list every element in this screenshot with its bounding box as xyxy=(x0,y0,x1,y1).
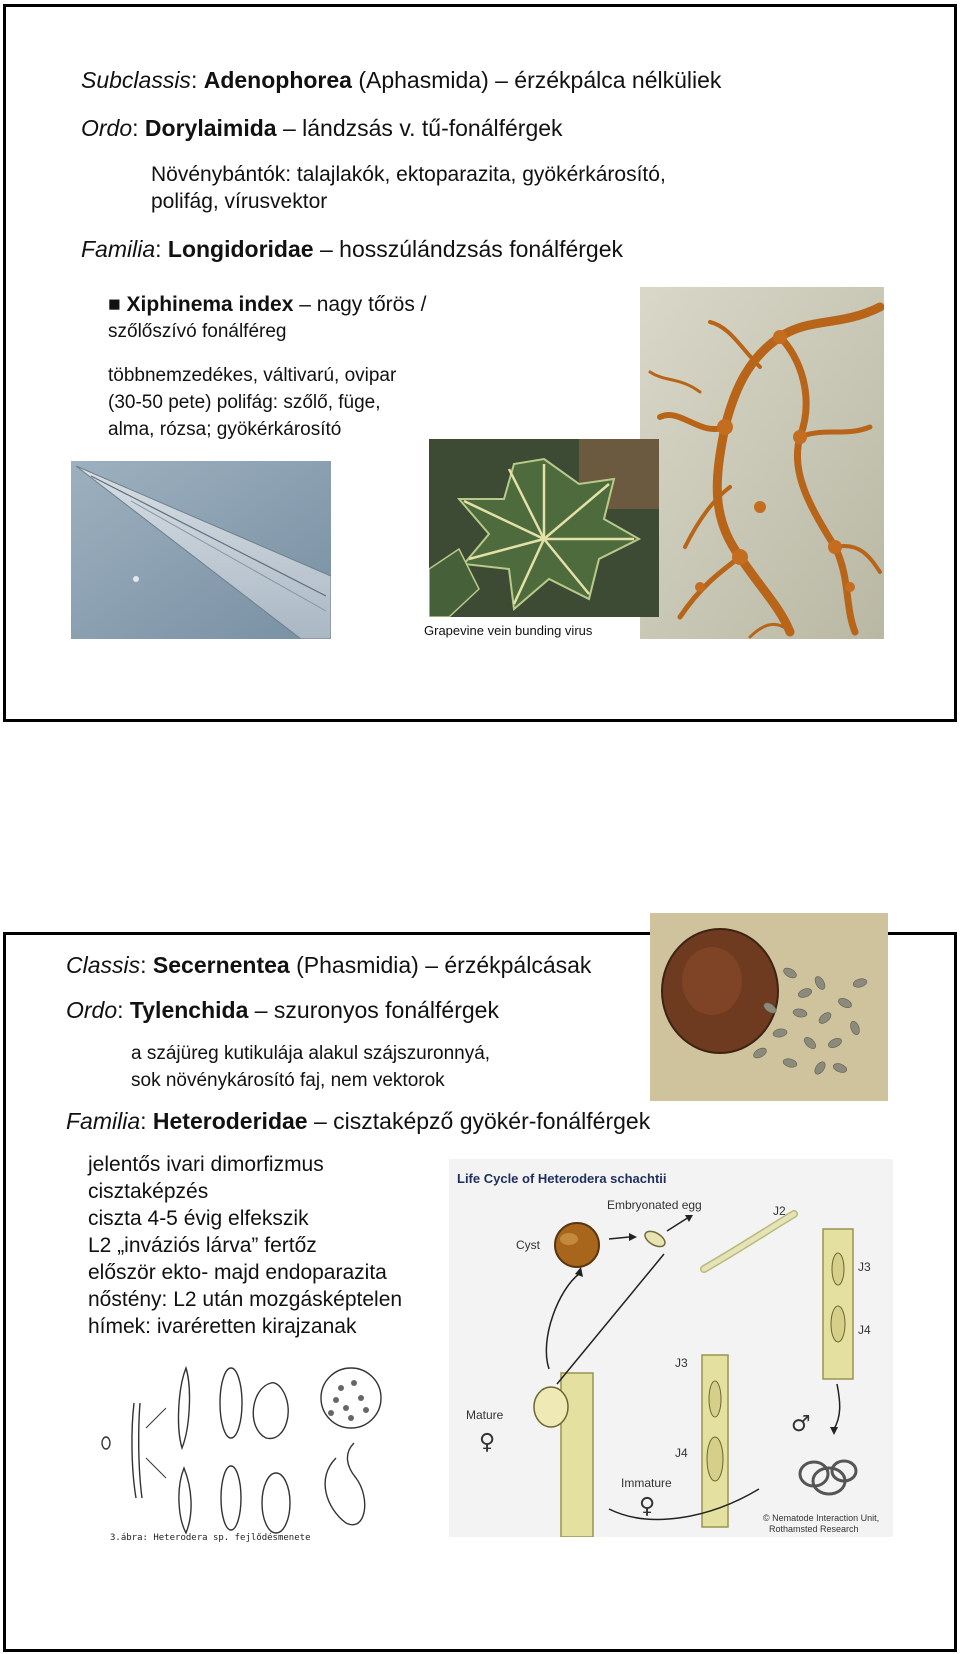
order-line-2: Ordo: Tylenchida – szuronyos fonálférgek xyxy=(66,997,499,1023)
subclass-name: Adenophorea xyxy=(203,67,352,93)
credit-line-2: Rothamsted Research xyxy=(769,1524,859,1534)
order-label: Ordo xyxy=(81,115,133,141)
label-j3-right: J3 xyxy=(858,1260,871,1274)
drawing-caption: 3.ábra: Heterodera sp. fejlődésmenete xyxy=(110,1533,311,1543)
order-name-2: Tylenchida xyxy=(129,997,249,1023)
species-rest: – nagy tőrös / xyxy=(293,293,427,316)
bullet-square-icon: ■ xyxy=(108,293,121,316)
family-rest-2: – cisztaképző gyökér-fonálférgek xyxy=(307,1108,651,1134)
pests-line-1: Növénybántók: talajlakók, ektoparazita, gyökérkárosító, xyxy=(151,163,666,186)
family-label: Familia xyxy=(81,236,156,262)
pests-line-2: polifág, vírusvektor xyxy=(151,190,328,213)
label-mature: Mature xyxy=(466,1408,504,1422)
label-immature: Immature xyxy=(621,1476,672,1490)
trait-item: jelentős ivari dimorfizmus xyxy=(88,1153,324,1176)
mouth-line-2: sok növénykárosító faj, nem vektorok xyxy=(131,1070,445,1091)
female-symbol-icon: ♀ xyxy=(639,1494,656,1519)
life-cycle-diagram xyxy=(449,1159,893,1537)
species-name: Xiphinema index xyxy=(126,293,294,316)
lifecycle-title: Life Cycle of Heterodera schachtii xyxy=(457,1171,667,1186)
root-gall-photo xyxy=(640,287,884,639)
order-rest: – lándzsás v. tű-fonálférgek xyxy=(276,115,563,141)
species-line xyxy=(108,293,426,317)
desc-line-3: alma, rózsa; gyökérkárosító xyxy=(108,419,342,440)
family-name: Longidoridae xyxy=(167,236,314,262)
subclass-rest: (Aphasmida) – érzékpálca nélküliek xyxy=(351,67,722,93)
order-label-2: Ordo xyxy=(66,997,118,1023)
class-label: Classis xyxy=(66,952,141,978)
species-line-2: szőlőszívó fonálféreg xyxy=(108,321,287,342)
trait-item: L2 „inváziós lárva” fertőz xyxy=(88,1234,317,1257)
credit-line-1: © Nematode Interaction Unit, xyxy=(763,1513,880,1523)
label-j4-right: J4 xyxy=(858,1323,871,1337)
trait-item: először ekto- majd endoparazita xyxy=(88,1261,387,1284)
desc-line-2: (30-50 pete) polifág: szőlő, füge, xyxy=(108,392,381,413)
cyst-eggs-photo xyxy=(650,913,888,1101)
family-name-2: Heteroderidae xyxy=(152,1108,308,1134)
female-symbol-icon: ♀ xyxy=(479,1430,496,1455)
grapevine-leaf-photo xyxy=(429,439,659,617)
trait-item: ciszta 4-5 évig elfekszik xyxy=(88,1207,309,1230)
label-cyst: Cyst xyxy=(516,1238,540,1252)
development-drawing xyxy=(86,1348,406,1544)
subclass-label: Subclassis xyxy=(81,67,191,93)
subclass-line: Subclassis: Adenophorea (Aphasmida) – érzékpálca nélküliek xyxy=(81,67,722,93)
slide-1 xyxy=(3,4,957,722)
order-name: Dorylaimida xyxy=(144,115,277,141)
class-line: Classis: Secernentea (Phasmidia) – érzékpálcásak xyxy=(66,952,592,978)
class-rest: (Phasmidia) – érzékpálcásak xyxy=(289,952,592,978)
family-rest: – hosszúlándzsás fonálférgek xyxy=(313,236,623,262)
label-egg: Embryonated egg xyxy=(607,1198,702,1212)
male-symbol-icon: ♂ xyxy=(791,1412,811,1437)
desc-line-1: többnemzedékes, váltivarú, ovipar xyxy=(108,365,397,386)
order-line: Ordo: Dorylaimida – lándzsás v. tű-fonálférgek xyxy=(81,115,563,141)
class-name: Secernentea xyxy=(152,952,290,978)
trait-item: nőstény: L2 után mozgásképtelen xyxy=(88,1288,403,1311)
slide-2 xyxy=(3,932,957,1652)
label-j4-mid: J4 xyxy=(675,1446,688,1460)
trait-item: cisztaképzés xyxy=(88,1180,209,1203)
family-label-2: Familia xyxy=(66,1108,141,1134)
order-rest-2: – szuronyos fonálférgek xyxy=(248,997,499,1023)
grapevine-caption: Grapevine vein bunding virus xyxy=(424,623,593,638)
family-line: Familia: Longidoridae – hosszúlándzsás fonálférgek xyxy=(81,236,623,262)
family-line-2: Familia: Heteroderidae – cisztaképző gyökér-fonálférgek xyxy=(66,1108,651,1134)
nematode-head-micrograph xyxy=(71,461,331,639)
label-j2: J2 xyxy=(773,1204,786,1218)
label-j3-mid: J3 xyxy=(675,1356,688,1370)
mouth-line-1: a szájüreg kutikulája alakul szájszuronnyá, xyxy=(131,1043,491,1064)
trait-item: hímek: ivaréretten kirajzanak xyxy=(88,1315,357,1338)
